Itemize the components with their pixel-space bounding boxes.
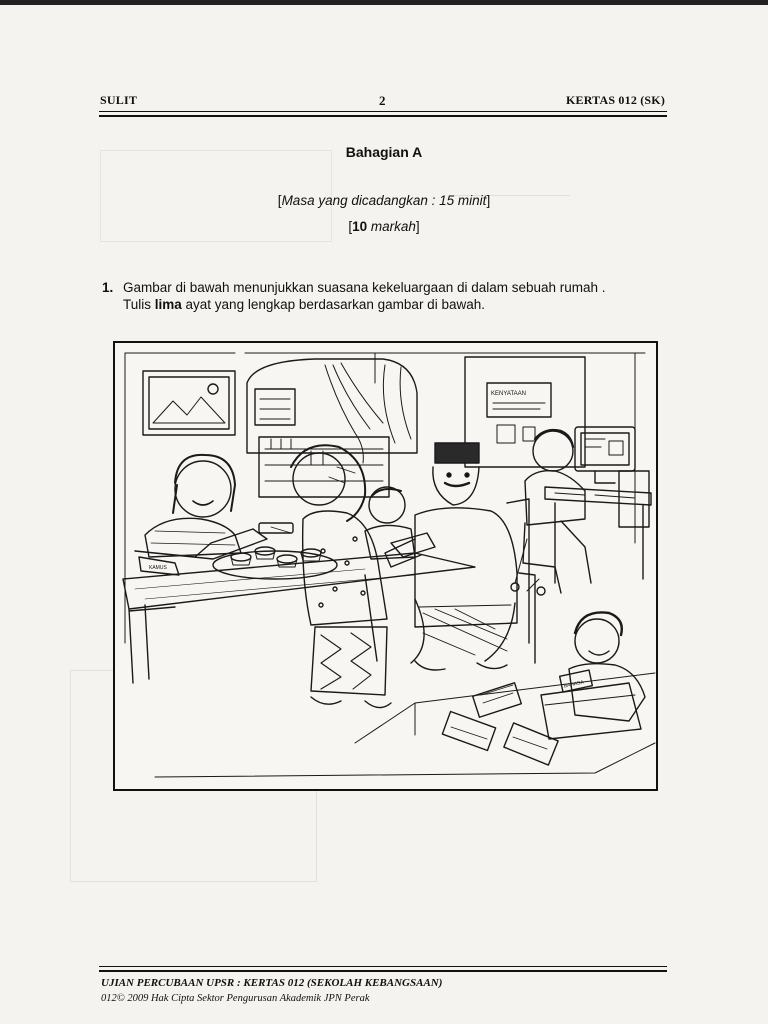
family-scene-illustration — [113, 341, 658, 791]
father-chair — [507, 499, 535, 663]
header-rule-top — [99, 111, 667, 112]
footer-rule-top — [99, 966, 667, 967]
section-title: Bahagian A — [345, 144, 423, 160]
time-bracket-close: ] — [486, 193, 491, 208]
time-bracket-open: [ — [277, 193, 282, 208]
header-right: KERTAS 012 (SK) — [566, 93, 666, 107]
question-number: 1. — [102, 280, 114, 295]
marks-number: 10 — [352, 219, 368, 234]
books-label: KAMUS — [149, 565, 167, 571]
girl-reading — [135, 455, 267, 575]
wall-picture — [143, 371, 235, 435]
marks-line — [0, 219, 768, 234]
bag-label: BAHASA — [563, 679, 585, 690]
question-keyword: lima — [154, 297, 182, 312]
boy-at-table — [365, 487, 435, 559]
window — [247, 359, 417, 463]
question-line-1: Gambar di bawah menunjukkan suasana kekeluargaan di dalam sebuah rumah . — [123, 280, 606, 295]
boy-packing-bag — [355, 612, 655, 743]
marks-bracket-close: ] — [415, 219, 420, 234]
question-line-2-start: Tulis — [123, 297, 155, 312]
marks-bracket-open: [ — [348, 219, 353, 234]
page-number: 2 — [379, 93, 386, 108]
footer-exam-title: UJIAN PERCUBAAN UPSR : KERTAS 012 (SEKOLAH KEBANGSAAN) — [101, 977, 443, 989]
notice-board — [465, 357, 585, 467]
show-through-1 — [450, 155, 570, 196]
scan-edge — [0, 0, 768, 5]
mother — [291, 445, 391, 707]
boy-at-computer — [511, 430, 591, 595]
time-line — [0, 193, 768, 208]
floor-line — [155, 743, 655, 777]
question-line-2 — [123, 297, 485, 312]
marks-word: markah — [370, 219, 416, 234]
notice-board-label: KENYATAAN — [491, 391, 527, 397]
time-text: Masa yang dicadangkan : 15 minit — [281, 193, 487, 208]
footer-copyright: 012© 2009 Hak Cipta Sektor Pengurusan Akademik JPN Perak — [101, 993, 370, 1004]
footer-rule-bottom — [99, 970, 667, 972]
dining-table — [123, 523, 475, 683]
header-rule-bottom — [99, 115, 667, 117]
header-left: SULIT — [100, 93, 138, 107]
question-line-2-end: ayat yang lengkap berdasarkan gambar di bawah. — [181, 297, 485, 312]
